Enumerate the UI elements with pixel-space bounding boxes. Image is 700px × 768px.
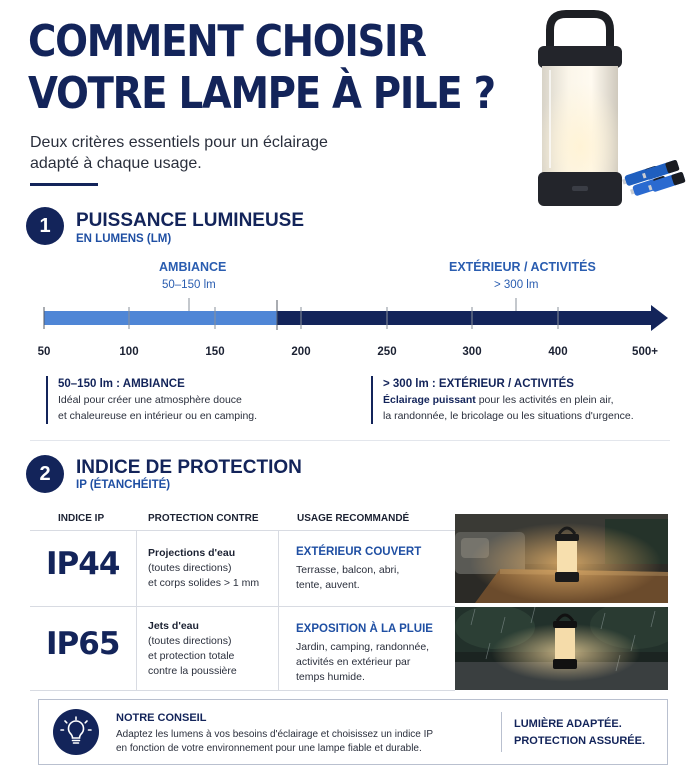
protection-ip65 — [148, 619, 237, 679]
battery-icon — [621, 159, 686, 197]
subtitle-line-2: adapté à chaque usage. — [30, 155, 202, 172]
title-line-2: VOTRE LAMPE À PILE ? — [28, 68, 495, 119]
protection-title: Projections d'eau — [148, 547, 236, 559]
zone-range-exterieur: > 300 lm — [494, 279, 539, 291]
advice-line-1: Adaptez les lumens à vos besoins d'éclairage et choisissez un indice IP — [116, 729, 434, 740]
zone-title-ambiance: AMBIANCE — [159, 260, 227, 274]
scale-bar-exterieur — [277, 311, 653, 325]
section-title-lumens: PUISSANCE LUMINEUSE — [76, 210, 305, 231]
section-subtitle-ip: IP (ÉTANCHÉITÉ) — [76, 479, 171, 491]
usage-line: tente, auvent. — [296, 579, 360, 591]
tick-label: 100 — [119, 346, 139, 358]
table-rule — [30, 530, 455, 531]
section-number-2: 2 — [26, 455, 64, 493]
usage-line: Jardin, camping, randonnée, — [296, 641, 430, 653]
photo-rain-lantern — [455, 607, 668, 690]
column-header-protection: PROTECTION CONTRE — [148, 513, 259, 524]
usage-line: Terrasse, balcon, abri, — [296, 564, 400, 576]
tick-label: 250 — [377, 346, 397, 358]
table-rule — [136, 530, 137, 690]
section-divider — [30, 440, 670, 441]
usage-title: EXTÉRIEUR COUVERT — [296, 546, 422, 558]
protection-line: et corps solides > 1 mm — [148, 577, 260, 589]
lumens-description-ambiance — [46, 376, 257, 424]
tick-label: 200 — [291, 346, 311, 358]
usage-title: EXPOSITION À LA PLUIE — [296, 623, 433, 635]
photo-terrasse-lantern — [455, 514, 668, 603]
usage-ip44 — [296, 545, 421, 593]
advice-slogan — [514, 716, 645, 750]
table-rule — [278, 530, 279, 690]
lumens-description-exterieur — [371, 376, 634, 424]
protection-line: (toutes directions) — [148, 635, 232, 647]
section-number-1: 1 — [26, 207, 64, 245]
protection-line: (toutes directions) — [148, 562, 232, 574]
tick-label: 300 — [462, 346, 482, 358]
slogan-line-2: PROTECTION ASSURÉE. — [514, 735, 645, 747]
subtitle-line-1: Deux critères essentiels pour un éclairage — [30, 134, 328, 151]
advice-divider — [501, 712, 502, 752]
zone-range-ambiance: 50–150 lm — [162, 279, 216, 291]
protection-line: contre la poussière — [148, 665, 237, 677]
description-title: > 300 lm : EXTÉRIEUR / ACTIVITÉS — [383, 378, 574, 390]
description-line: Idéal pour créer une atmosphère douce — [58, 394, 242, 406]
table-rule — [30, 690, 455, 691]
advice-text — [116, 728, 433, 756]
section-title-ip: INDICE DE PROTECTION — [76, 457, 302, 478]
column-header-ip: INDICE IP — [58, 513, 105, 524]
description-emphasis: Éclairage puissant — [383, 394, 476, 406]
lightbulb-icon-badge — [53, 709, 99, 755]
tick-label: 150 — [205, 346, 225, 358]
usage-ip65 — [296, 622, 433, 685]
description-text: pour les activités en plein air, — [475, 394, 614, 406]
protection-ip44 — [148, 546, 259, 591]
ip-code-ip44: IP44 — [46, 546, 120, 582]
slogan-line-1: LUMIÈRE ADAPTÉE. — [514, 718, 622, 730]
description-line — [383, 392, 634, 408]
arrow-right-icon — [651, 305, 668, 331]
table-rule — [30, 606, 455, 607]
protection-line: et protection totale — [148, 650, 235, 662]
zone-title-exterieur: EXTÉRIEUR / ACTIVITÉS — [449, 260, 596, 274]
title-underline — [30, 183, 98, 186]
advice-line-2: en fonction de votre environnement pour une lampe fiable et durable. — [116, 743, 422, 754]
column-header-usage: USAGE RECOMMANDÉ — [297, 513, 410, 524]
page-subtitle — [30, 132, 390, 174]
description-title: 50–150 lm : AMBIANCE — [58, 378, 185, 390]
scale-bar-ambiance — [44, 311, 277, 325]
description-line: et chaleureuse en intérieur ou en camping. — [58, 410, 258, 422]
tick-label: 50 — [37, 346, 51, 358]
protection-title: Jets d'eau — [148, 620, 199, 632]
page-title — [28, 16, 495, 120]
advice-box — [38, 699, 668, 765]
section-subtitle-lumens: EN LUMENS (LM) — [76, 233, 172, 245]
lightbulb-icon — [53, 709, 99, 755]
tick-label: 400 — [548, 346, 568, 358]
tick-label: 500+ — [632, 346, 658, 358]
usage-line: activités en extérieur par — [296, 656, 411, 668]
title-line-1: COMMENT CHOISIR — [28, 16, 426, 67]
advice-title: NOTRE CONSEIL — [116, 712, 207, 724]
usage-line: temps humide. — [296, 671, 365, 683]
battery-lantern-illustration — [520, 8, 690, 213]
lumens-scale — [0, 290, 700, 360]
description-line: la randonnée, le bricolage ou les situations d'urgence. — [383, 410, 634, 422]
ip-code-ip65: IP65 — [46, 626, 120, 662]
